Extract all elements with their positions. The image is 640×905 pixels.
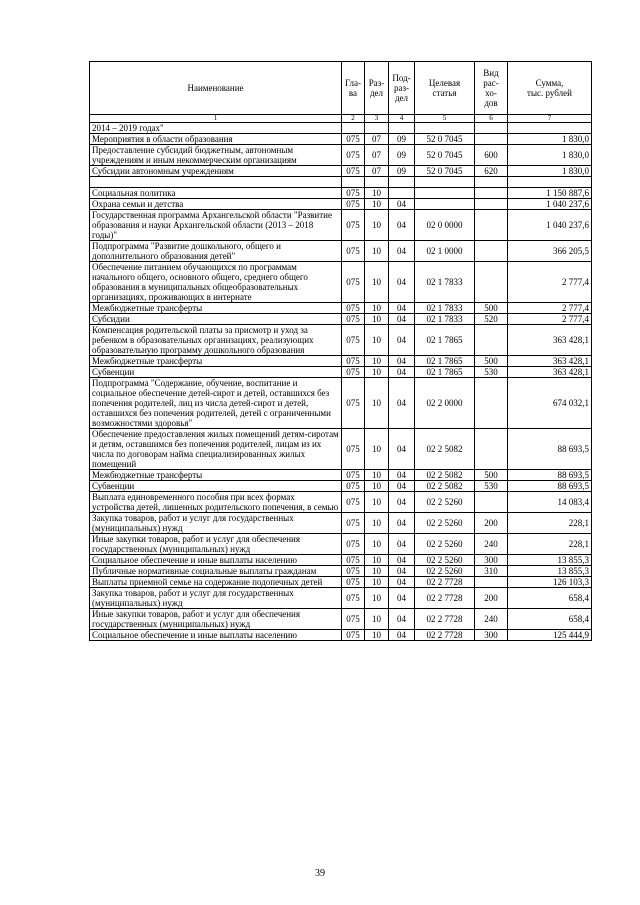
cell-glava: 075 — [342, 609, 365, 630]
cell-target: 52 0 7045 — [415, 145, 475, 166]
table-row — [90, 188, 592, 199]
cell-sum: 1 040 237,6 — [508, 199, 592, 210]
table-row — [90, 303, 592, 314]
column-number-row — [90, 115, 592, 123]
cell-razdel: 10 — [365, 367, 389, 378]
cell-target: 02 1 7865 — [415, 356, 475, 367]
cell-name: Подпрограмма "Развитие дошкольного, общего и дополнительного образования детей" — [90, 241, 342, 262]
cell-razdel: 10 — [365, 303, 389, 314]
cell-razdel: 10 — [365, 566, 389, 577]
cell-razdel: 07 — [365, 166, 389, 177]
cell-razdel: 10 — [365, 314, 389, 325]
cell-glava: 075 — [342, 314, 365, 325]
cell-glava: 075 — [342, 588, 365, 609]
cell-glava: 075 — [342, 577, 365, 588]
cell-sum: 88 693,5 — [508, 470, 592, 481]
header-target: Целевая статья — [415, 62, 475, 115]
cell-razdel: 10 — [365, 262, 389, 303]
cell-razdel: 10 — [365, 588, 389, 609]
table-row — [90, 145, 592, 166]
table-row — [90, 367, 592, 378]
cell-sum: 2 777,4 — [508, 303, 592, 314]
cell-glava: 075 — [342, 303, 365, 314]
table-row — [90, 555, 592, 566]
cell-glava: 075 — [342, 470, 365, 481]
cell-glava: 075 — [342, 367, 365, 378]
cell-razdel: 07 — [365, 134, 389, 145]
cell-vid: 600 — [475, 145, 508, 166]
table-row — [90, 177, 592, 188]
cell-vid — [475, 199, 508, 210]
cell-name: Иные закупки товаров, работ и услуг для обеспечения государственных (муниципальных) нужд — [90, 609, 342, 630]
cell-sum: 2 777,4 — [508, 262, 592, 303]
cell-target: 02 2 5082 — [415, 470, 475, 481]
column-number: 2 — [342, 115, 365, 123]
cell-sum: 658,4 — [508, 609, 592, 630]
cell-podrazdel: 09 — [389, 134, 415, 145]
cell-podrazdel: 04 — [389, 210, 415, 241]
cell-razdel: 10 — [365, 199, 389, 210]
cell-podrazdel: 04 — [389, 356, 415, 367]
column-number: 1 — [90, 115, 342, 123]
cell-sum: 228,1 — [508, 513, 592, 534]
cell-podrazdel: 04 — [389, 534, 415, 555]
table-row — [90, 566, 592, 577]
table-row — [90, 134, 592, 145]
cell-name: Межбюджетные трансферты — [90, 356, 342, 367]
cell-glava — [342, 123, 365, 134]
cell-podrazdel: 04 — [389, 555, 415, 566]
cell-podrazdel: 04 — [389, 303, 415, 314]
cell-razdel: 10 — [365, 492, 389, 513]
cell-glava: 075 — [342, 566, 365, 577]
cell-podrazdel: 04 — [389, 577, 415, 588]
column-number: 3 — [365, 115, 389, 123]
cell-razdel: 10 — [365, 481, 389, 492]
cell-glava: 075 — [342, 429, 365, 470]
cell-vid: 520 — [475, 314, 508, 325]
cell-sum: 363 428,1 — [508, 356, 592, 367]
table-row — [90, 356, 592, 367]
cell-sum: 13 855,3 — [508, 566, 592, 577]
cell-name: Субвенции — [90, 481, 342, 492]
cell-vid — [475, 429, 508, 470]
cell-name: Обеспечение питанием обучающихся по программам начального общего, основного общего, среднего общего образования в муниципальных общеобразовательных организациях, проживающих в интернате — [90, 262, 342, 303]
header-row — [90, 62, 592, 115]
cell-razdel: 10 — [365, 210, 389, 241]
cell-target: 02 2 5260 — [415, 555, 475, 566]
cell-podrazdel: 04 — [389, 429, 415, 470]
table-row — [90, 123, 592, 134]
table-row — [90, 481, 592, 492]
cell-podrazdel: 09 — [389, 166, 415, 177]
cell-target: 02 2 7728 — [415, 630, 475, 641]
cell-razdel: 10 — [365, 378, 389, 429]
cell-glava: 075 — [342, 145, 365, 166]
cell-podrazdel: 04 — [389, 513, 415, 534]
table-row — [90, 166, 592, 177]
cell-vid — [475, 188, 508, 199]
page-number: 39 — [315, 868, 325, 879]
cell-name: Межбюджетные трансферты — [90, 470, 342, 481]
cell-razdel: 10 — [365, 429, 389, 470]
cell-vid — [475, 577, 508, 588]
cell-razdel: 10 — [365, 325, 389, 356]
cell-vid: 300 — [475, 630, 508, 641]
cell-sum: 363 428,1 — [508, 367, 592, 378]
cell-sum: 363 428,1 — [508, 325, 592, 356]
cell-razdel: 10 — [365, 609, 389, 630]
cell-sum: 2 777,4 — [508, 314, 592, 325]
cell-name: 2014 – 2019 годах" — [90, 123, 342, 134]
cell-razdel: 07 — [365, 145, 389, 166]
cell-glava: 075 — [342, 325, 365, 356]
table-row — [90, 325, 592, 356]
cell-podrazdel: 04 — [389, 470, 415, 481]
table-row — [90, 470, 592, 481]
cell-razdel: 10 — [365, 630, 389, 641]
cell-glava: 075 — [342, 210, 365, 241]
cell-target: 02 2 5260 — [415, 534, 475, 555]
cell-name: Выплаты приемной семье на содержание подопечных детей — [90, 577, 342, 588]
column-number: 7 — [508, 115, 592, 123]
cell-vid: 500 — [475, 303, 508, 314]
cell-glava: 075 — [342, 134, 365, 145]
header-podrazdel: Под- раз- дел — [389, 62, 415, 115]
cell-name: Социальное обеспечение и иные выплаты населению — [90, 555, 342, 566]
cell-vid: 200 — [475, 513, 508, 534]
cell-podrazdel: 04 — [389, 367, 415, 378]
cell-razdel: 10 — [365, 534, 389, 555]
cell-target: 52 0 7045 — [415, 134, 475, 145]
table-row — [90, 577, 592, 588]
table-row — [90, 534, 592, 555]
cell-sum — [508, 123, 592, 134]
cell-name: Государственная программа Архангельской области "Развитие образования и науки Архангельской области (2013 – 2018 годы)" — [90, 210, 342, 241]
column-number: 5 — [415, 115, 475, 123]
header-name: Наименование — [90, 62, 342, 115]
cell-vid: 240 — [475, 609, 508, 630]
cell-sum: 366 205,5 — [508, 241, 592, 262]
header-vid: Вид рас- хо- дов — [475, 62, 508, 115]
cell-vid: 200 — [475, 588, 508, 609]
column-number: 4 — [389, 115, 415, 123]
cell-razdel — [365, 123, 389, 134]
cell-target: 02 2 5260 — [415, 566, 475, 577]
cell-sum: 228,1 — [508, 534, 592, 555]
cell-name: Субсидии — [90, 314, 342, 325]
cell-target — [415, 123, 475, 134]
cell-sum: 88 693,5 — [508, 429, 592, 470]
cell-vid: 240 — [475, 534, 508, 555]
cell-glava: 075 — [342, 555, 365, 566]
cell-vid — [475, 325, 508, 356]
cell-target: 02 2 5082 — [415, 429, 475, 470]
cell-target: 02 1 7865 — [415, 367, 475, 378]
table-row — [90, 492, 592, 513]
cell-target: 52 0 7045 — [415, 166, 475, 177]
cell-podrazdel: 04 — [389, 378, 415, 429]
cell-glava: 075 — [342, 378, 365, 429]
cell-sum: 1 830,0 — [508, 134, 592, 145]
cell-name: Субсидии автономным учреждениям — [90, 166, 342, 177]
cell-target: 02 2 5082 — [415, 481, 475, 492]
cell-target: 02 1 7833 — [415, 314, 475, 325]
cell-vid — [475, 134, 508, 145]
cell-podrazdel — [389, 177, 415, 188]
cell-name: Компенсация родительской платы за присмотр и уход за ребенком в образовательных организациях, реализующих образовательную программу дошкольного образования — [90, 325, 342, 356]
cell-podrazdel: 04 — [389, 199, 415, 210]
header-razdel: Раз- дел — [365, 62, 389, 115]
cell-sum: 125 444,9 — [508, 630, 592, 641]
cell-sum: 126 103,3 — [508, 577, 592, 588]
cell-name: Охрана семьи и детства — [90, 199, 342, 210]
cell-podrazdel — [389, 123, 415, 134]
cell-vid: 500 — [475, 356, 508, 367]
cell-name: Социальное обеспечение и иные выплаты населению — [90, 630, 342, 641]
cell-vid — [475, 123, 508, 134]
cell-podrazdel: 04 — [389, 325, 415, 356]
cell-target — [415, 188, 475, 199]
table-row — [90, 513, 592, 534]
cell-podrazdel: 09 — [389, 145, 415, 166]
cell-target — [415, 177, 475, 188]
cell-name: Предоставление субсидий бюджетным, автономным учреждениям и иным некоммерческим организациям — [90, 145, 342, 166]
cell-sum: 674 032,1 — [508, 378, 592, 429]
cell-glava: 075 — [342, 262, 365, 303]
cell-glava: 075 — [342, 481, 365, 492]
cell-name: Подпрограмма "Содержание, обучение, воспитание и социальное обеспечение детей-сирот и детей, оставшихся без попечения родителей, лиц из числа детей-сирот и детей, оставшихся без попечения родителей, детей с ограниченными возможностями здоровья" — [90, 378, 342, 429]
header-sum: Сумма, тыс. рублей — [508, 62, 592, 115]
cell-glava: 075 — [342, 513, 365, 534]
cell-podrazdel: 04 — [389, 566, 415, 577]
table-body — [90, 123, 592, 641]
cell-name: Закупка товаров, работ и услуг для государственных (муниципальных) нужд — [90, 588, 342, 609]
cell-name: Закупка товаров, работ и услуг для государственных (муниципальных) нужд — [90, 513, 342, 534]
cell-target: 02 0 0000 — [415, 210, 475, 241]
table-row — [90, 609, 592, 630]
cell-glava: 075 — [342, 534, 365, 555]
cell-sum: 1 150 887,6 — [508, 188, 592, 199]
cell-name: Иные закупки товаров, работ и услуг для обеспечения государственных (муниципальных) нужд — [90, 534, 342, 555]
table-row — [90, 241, 592, 262]
cell-name: Мероприятия в области образования — [90, 134, 342, 145]
cell-glava: 075 — [342, 356, 365, 367]
cell-vid — [475, 241, 508, 262]
cell-glava: 075 — [342, 188, 365, 199]
cell-podrazdel: 04 — [389, 588, 415, 609]
table-row — [90, 210, 592, 241]
cell-vid — [475, 262, 508, 303]
cell-name: Субвенции — [90, 367, 342, 378]
cell-vid: 530 — [475, 367, 508, 378]
cell-sum — [508, 177, 592, 188]
table-row — [90, 378, 592, 429]
cell-podrazdel: 04 — [389, 630, 415, 641]
table-row — [90, 630, 592, 641]
cell-target: 02 2 7728 — [415, 577, 475, 588]
table-row — [90, 588, 592, 609]
cell-name: Обеспечение предоставления жилых помещений детям-сиротам и детям, оставшимся без попечения родителей, лицам из их числа по договорам найма специализированных жилых помещений — [90, 429, 342, 470]
cell-target: 02 2 7728 — [415, 588, 475, 609]
cell-vid — [475, 492, 508, 513]
cell-razdel: 10 — [365, 555, 389, 566]
cell-name: Публичные нормативные социальные выплаты гражданам — [90, 566, 342, 577]
cell-glava: 075 — [342, 630, 365, 641]
cell-target: 02 1 7833 — [415, 262, 475, 303]
cell-vid: 500 — [475, 470, 508, 481]
cell-razdel: 10 — [365, 577, 389, 588]
cell-glava — [342, 177, 365, 188]
cell-sum: 14 083,4 — [508, 492, 592, 513]
table-row — [90, 262, 592, 303]
cell-vid: 300 — [475, 555, 508, 566]
cell-name: Межбюджетные трансферты — [90, 303, 342, 314]
cell-sum: 658,4 — [508, 588, 592, 609]
cell-target: 02 2 0000 — [415, 378, 475, 429]
cell-vid — [475, 378, 508, 429]
cell-sum: 1 830,0 — [508, 145, 592, 166]
cell-target: 02 1 0000 — [415, 241, 475, 262]
cell-sum: 88 693,5 — [508, 481, 592, 492]
cell-podrazdel — [389, 188, 415, 199]
cell-name: Социальная политика — [90, 188, 342, 199]
cell-target: 02 1 7833 — [415, 303, 475, 314]
cell-podrazdel: 04 — [389, 609, 415, 630]
cell-vid: 620 — [475, 166, 508, 177]
table-row — [90, 199, 592, 210]
cell-razdel: 10 — [365, 188, 389, 199]
budget-table — [89, 61, 592, 641]
cell-vid: 310 — [475, 566, 508, 577]
cell-podrazdel: 04 — [389, 262, 415, 303]
table-row — [90, 314, 592, 325]
cell-sum: 1 830,0 — [508, 166, 592, 177]
cell-podrazdel: 04 — [389, 481, 415, 492]
cell-sum: 13 855,3 — [508, 555, 592, 566]
cell-podrazdel: 04 — [389, 492, 415, 513]
cell-target — [415, 199, 475, 210]
cell-glava: 075 — [342, 241, 365, 262]
cell-target: 02 2 5260 — [415, 492, 475, 513]
cell-target: 02 2 7728 — [415, 609, 475, 630]
cell-target: 02 1 7865 — [415, 325, 475, 356]
cell-razdel — [365, 177, 389, 188]
header-glava: Гла- ва — [342, 62, 365, 115]
cell-vid — [475, 177, 508, 188]
cell-razdel: 10 — [365, 513, 389, 534]
cell-name: Выплата единовременного пособия при всех формах устройства детей, лишенных родительского попечения, в семью — [90, 492, 342, 513]
cell-vid: 530 — [475, 481, 508, 492]
cell-target: 02 2 5260 — [415, 513, 475, 534]
cell-podrazdel: 04 — [389, 314, 415, 325]
table-row — [90, 429, 592, 470]
cell-razdel: 10 — [365, 241, 389, 262]
cell-vid — [475, 210, 508, 241]
column-number: 6 — [475, 115, 508, 123]
cell-sum: 1 040 237,6 — [508, 210, 592, 241]
cell-glava: 075 — [342, 199, 365, 210]
cell-glava: 075 — [342, 166, 365, 177]
cell-glava: 075 — [342, 492, 365, 513]
cell-podrazdel: 04 — [389, 241, 415, 262]
cell-razdel: 10 — [365, 356, 389, 367]
cell-razdel: 10 — [365, 470, 389, 481]
cell-name — [90, 177, 342, 188]
